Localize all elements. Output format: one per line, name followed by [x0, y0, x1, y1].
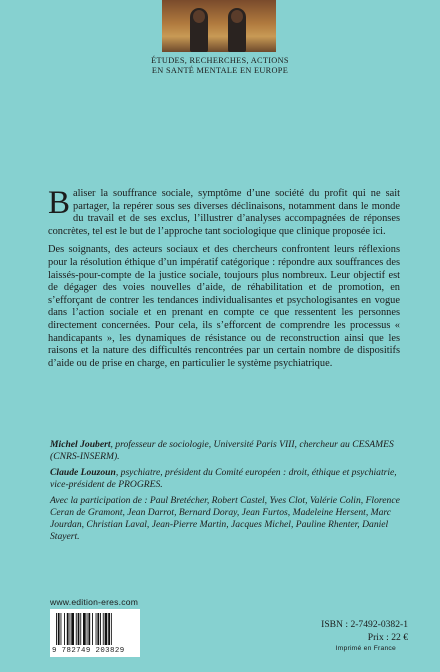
participants: Avec la participation de : Paul Bretécher, Robert Castel, Yves Clot, Valérie Colin, Florence Ceran de Gramont, Jean Darrot, Bernard Doray, Jean Furtos, Madeleine Hersent, Marc Jourdan, Christian Laval, Jean-Pierre Martin, Jacques Michel, Pauline Rhenter, Daniel Stayert.: [50, 495, 400, 542]
publisher-website: www.edition-eres.com: [50, 597, 139, 607]
blurb-paragraph-2: Des soignants, des acteurs sociaux et des chercheurs confrontent leurs réflexions pour la résolution éthique d’un impératif catégorique : répondre aux souffrances des laissés-pour-compte de la justice sociale, toujours plus nombreux. Leur objectif est de dégager des voies nouvelles d’aide, de réhabilitation et de promotion, en s’efforçant de contrer les tendances individualisantes et psychologisantes en vogue dans l’action sociale et en prenant en compte ce que ressentent les personnes directement concernées. Pour cela, ils s’efforcent de comprendre les processus « handicapants », les dynamiques de résistance ou de reconstruction ainsi que les raisons et la nature des difficultés rencontrées par un certain nombre de dispositifs d’aide ou de prise en charge, en particulier le système psychiatrique.: [48, 244, 400, 369]
barcode-digits: 9 782749 203829: [52, 647, 125, 655]
cover-illustration: [162, 0, 276, 52]
author-2-name: Claude Louzoun: [50, 467, 116, 478]
barcode: [50, 609, 140, 657]
barcode-bars: [56, 613, 134, 645]
author-2: [50, 467, 400, 491]
series-title-line-1: ÉTUDES, RECHERCHES, ACTIONS: [151, 56, 289, 65]
author-2-role: , psychiatre, président du Comité européen : droit, éthique et psychiatrie, vice-président de PROGRES.: [50, 467, 397, 490]
author-1-name: Michel Joubert: [50, 439, 111, 450]
drop-cap: B: [48, 185, 71, 221]
isbn: ISBN : 2-7492-0382-1: [321, 619, 408, 630]
series-title: [150, 56, 290, 76]
series-title-line-2: EN SANTÉ MENTALE EN EUROPE: [151, 66, 289, 75]
illustration-head-right: [231, 10, 243, 23]
price: Prix : 22 €: [367, 632, 408, 643]
printed-in: Imprimé en France: [335, 645, 396, 652]
isbn-block: [321, 618, 408, 644]
credits: [50, 439, 400, 547]
blurb-paragraph-1: [48, 185, 400, 238]
illustration-head-left: [193, 10, 205, 23]
blurb-paragraph-1-text: aliser la souffrance sociale, symptôme d’une société du profit qui ne sait partager, la repérer sous ses diverses déclinaisons, notamment dans le monde du travail et de ses exclus, l’illustrer d’analyses accompagnées de réponses concrètes, tel est le but de l’approche tant sociologique que clinique proposée ici.: [48, 188, 400, 237]
author-1: [50, 439, 400, 463]
author-1-role: , professeur de sociologie, Université Paris VIII, chercheur au CESAMES (CNRS-INSERM).: [50, 439, 394, 462]
back-cover-blurb: [48, 185, 400, 376]
